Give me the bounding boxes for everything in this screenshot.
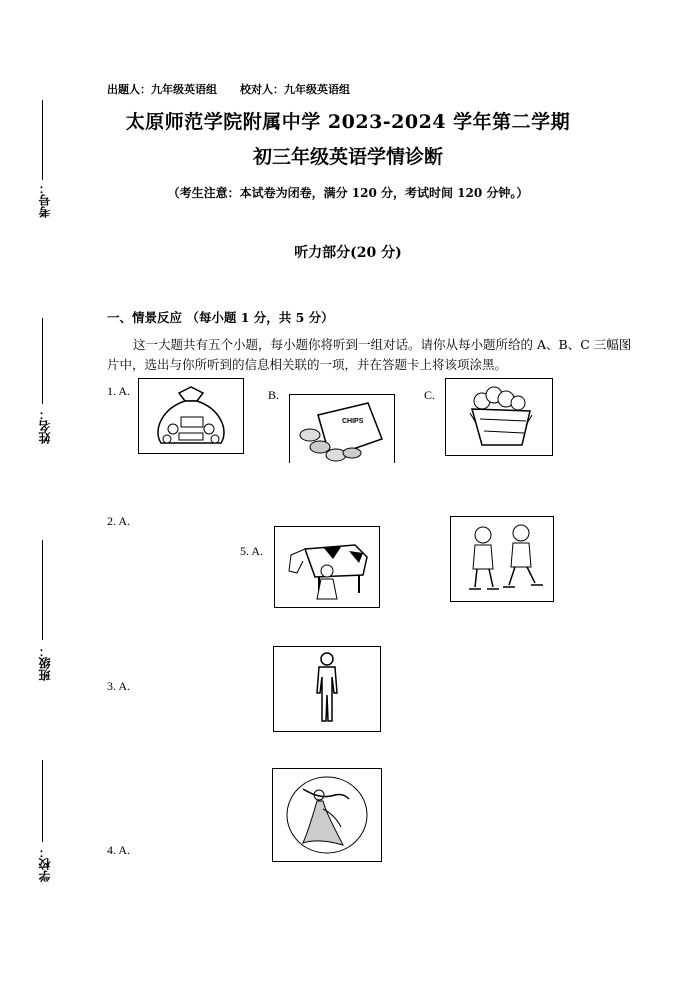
q4-a-image[interactable]: [272, 768, 382, 862]
children-skating-icon: [451, 517, 553, 601]
q2-a-label: 2. A.: [107, 514, 131, 528]
exam-subtitle: 初三年级英语学情诊断: [252, 146, 443, 168]
exam-title: 太原师范学院附属中学 2023-2024 学年第二学期: [125, 111, 571, 133]
person-outline-icon: [274, 647, 380, 731]
milking-cow-icon: [275, 527, 379, 607]
chips-text: CHIPS: [342, 418, 364, 425]
chips-bag-icon: [290, 395, 394, 463]
q5-a-image[interactable]: [274, 526, 380, 608]
margin-line-school: [42, 760, 43, 842]
q1-a-image[interactable]: [138, 378, 244, 454]
class-label: 班级：: [38, 645, 52, 681]
popcorn-icon: [446, 379, 552, 455]
reviewer-label: 校对人：九年级英语组: [239, 83, 350, 96]
name-label: 姓名：: [38, 408, 52, 444]
money-bag-icon: [139, 379, 243, 453]
q1-b-label: B.: [268, 388, 280, 402]
section-instructions: 这一大题共有五个小题，每小题你将听到一组对话。请你从每小题所给的 A、B、C 三幅图片中，选出与你所听到的信息相关联的一项，并在答题卡上将该项涂黑。: [107, 337, 632, 372]
q1-c-image[interactable]: [445, 378, 553, 456]
q1-c-label: C.: [424, 388, 436, 402]
q2-image[interactable]: [450, 516, 554, 602]
author-info: [107, 81, 350, 97]
dancing-woman-icon: [273, 769, 381, 861]
q1-b-image[interactable]: [289, 394, 395, 463]
setter-label: 出题人：九年级英语组: [107, 83, 217, 96]
section-heading: 一、情景反应 （每小题 1 分，共 5 分）: [107, 310, 334, 325]
margin-line-class: [42, 540, 43, 640]
q1-a-label: 1. A.: [107, 384, 131, 398]
margin-line-exam-no: [42, 100, 43, 180]
exam-notice: （考生注意：本试卷为闭卷，满分 120 分，考试时间 120 分钟。）: [167, 186, 529, 200]
exam-no-label: 考号：: [38, 182, 52, 218]
q3-a-image[interactable]: [273, 646, 381, 732]
margin-line-name: [42, 318, 43, 404]
listening-part-title: 听力部分(20 分): [294, 245, 402, 261]
q4-a-label: 4. A.: [107, 843, 131, 857]
school-label: 学校：: [38, 846, 52, 882]
q3-a-label: 3. A.: [107, 679, 131, 693]
q5-a-label: 5. A.: [240, 544, 264, 558]
